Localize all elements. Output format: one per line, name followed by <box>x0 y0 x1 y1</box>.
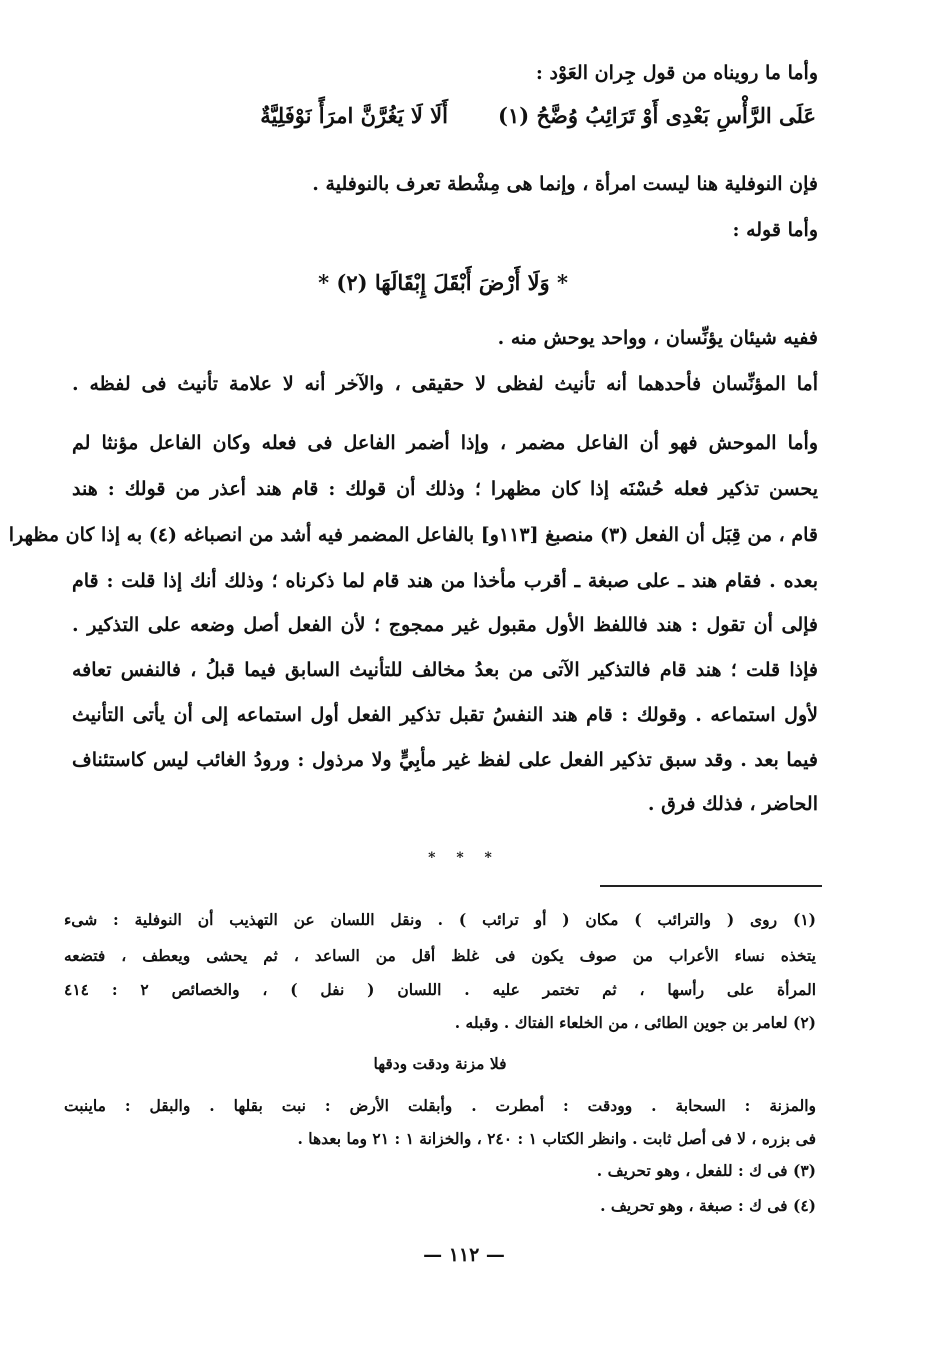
footnote-1-line: يتخذه نساء الأعراب من صوف يكون فى غلظ أقل من الساعد ، ثم يحشى ويعطف ، فتضعه <box>64 946 816 965</box>
paragraph-5-line: فإلى أن تقول : هند فاللفظ الأول مقبول غير ممجوج ؛ لأن الفعل أصل وضعه على التذكير . <box>72 614 818 636</box>
footnote-1-line: (١) روى ( والترائب ) مكان ( أو ترائب ) . ونقل اللسان عن التهذيب أن النوفلية : شىء <box>64 910 816 929</box>
verse1-first-hemistich: أَلَا لَا يَغُرَّنَّ امرَأً نَوْفَلِيَّةٌ <box>260 103 448 128</box>
paragraph-5-line: فإذا قلت ؛ هند قام فالتذكير الآتى من بعدُ مخالف للتأنيث السابق فيما قبلُ ، فالنفس تعافه <box>72 659 818 681</box>
paragraph-4: أما المؤنِّسان فأحدهما أنه تأنيث لفظى لا حقيقى ، والآخر أنه لا علامة تأنيث فى لفظه . <box>72 373 818 395</box>
paragraph-5-line: قام ، من قِبَل أن الفعل (٣) منصبغ [١١٣و] بالفاعل المضمر فيه أشد من انصباغه (٤) به إذا كان مظهرا <box>8 524 818 546</box>
footnote-1-line: المرأة على رأسها ، ثم تختمر عليه . اللسان ( نفل ) ، والخصائص ٢ : ٤١٤ <box>64 980 817 999</box>
page-number: — ١١٢ — <box>423 1244 505 1266</box>
paragraph-5-line: فيما بعد . وقد سبق تذكير الفعل على لفظ غير مأبِيٍّ ولا مرذول : ورودُ الغائب ليس كاستئناف <box>72 749 818 771</box>
footnote-2-continuation: فى بزره ، لا فى أصل ثابت . وانظر الكتاب ١ : ٢٤٠ ، والخزانة ١ : ٢١ وما بعدها . <box>297 1129 816 1148</box>
paragraph-1: فإن النوفلية هنا ليست امرأة ، وإنما هى مِشْطة تعرف بالنوفلية . <box>312 173 818 195</box>
verse2: * وَلَا أَرْضَ أَبْقَلَ إِبْقَالَهَا (٢) * <box>318 270 568 295</box>
footnote-2-line: (٢) لعامر بن جوين الطائى ، من الخلعاء الفتاك . وقبله . <box>454 1013 816 1032</box>
paragraph-5-line: الحاضر ، فذلك فرق . <box>647 793 818 815</box>
paragraph-5-line: يحسن تذكير فعله حُسْنَه إذا كان مظهرا ؛ وذلك أن قولك : قام هند أعذر من قولك : هند <box>72 478 818 500</box>
section-separator: * * * <box>428 850 500 866</box>
paragraph-3: ففيه شيئان يؤنِّسان ، وواحد يوحش منه . <box>497 327 818 349</box>
paragraph-5-line: وأما الموحش فهو أن الفاعل مضمر ، وإذا أضمر الفاعل فى فعله وكان الفاعل مؤنثا لم <box>72 432 818 454</box>
paragraph-2: وأما قوله : <box>732 219 818 241</box>
footnote-3: (٣) فى ك : للفعل ، وهو تحريف . <box>596 1161 816 1180</box>
paragraph-5-line: بعده . فقام هند ـ على صبغة ـ أقرب مأخذا من هند قام لما ذكرناه ؛ وذلك أنك إذا قلت : قام <box>72 570 818 592</box>
footnote-4: (٤) فى ك : صبغة ، وهو تحريف . <box>600 1196 816 1215</box>
footnote-2-verse: فلا مزنة ودقت ودقها <box>373 1054 507 1073</box>
paragraph-5-line: لأول استماعه . وقولك : قام هند النفسُ تقبل تذكير الفعل أول استماعه إلى أن يأتى التأنيث <box>72 704 818 726</box>
verse1-second-hemistich: عَلَى الرَّأْسِ بَعْدِى أَوْ تَرَائِبُ وُضَّحُ (١) <box>498 103 816 128</box>
intro-line: وأما ما رويناه من قول جِران العَوْد : <box>535 62 818 84</box>
footnote-divider <box>600 885 822 887</box>
footnote-2-continuation: والمزنة : السحابة . وودقت : أمطرت . وأبقلت الأرض : نبت بقلها . والبقل : ماينبت <box>64 1096 816 1115</box>
